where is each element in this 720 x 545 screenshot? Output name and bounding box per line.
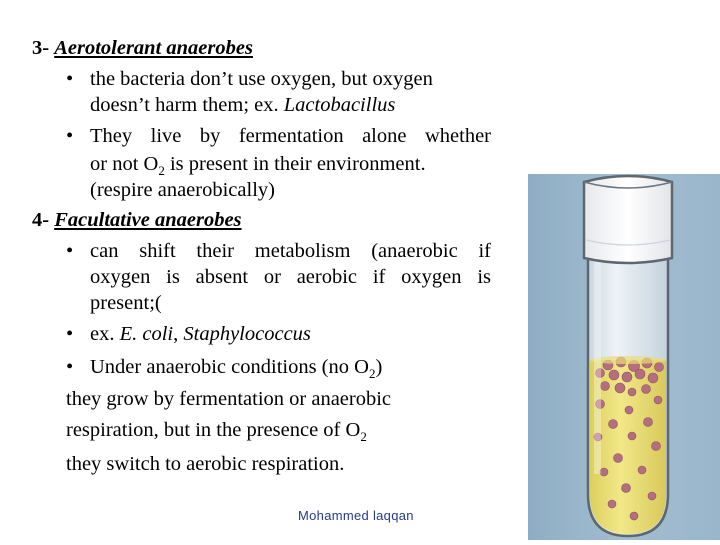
s3-b2-line3: (respire anaerobically): [90, 179, 275, 201]
s3-b2-line2-prefix: or not O: [90, 153, 159, 175]
section-4-number: 4-: [32, 209, 50, 231]
footer-author: Mohammed laqqan: [298, 508, 414, 523]
s4-cont-line3: they switch to aerobic respiration.: [66, 453, 345, 475]
s4-b1-line3: present;(: [90, 292, 162, 314]
s3-b2-subscript: 2: [158, 163, 165, 178]
s4-b2-prefix: ex.: [90, 323, 120, 345]
s3-b2-line1: They live by fermentation alone whether: [90, 125, 491, 147]
s4-b3-subscript: 2: [368, 366, 376, 381]
s4-b1-line2: oxygen is absent or aerobic if oxygen is: [90, 266, 491, 288]
s3-b1-organism: Lactobacillus: [283, 94, 396, 116]
s4-cont-subscript: 2: [360, 429, 367, 444]
s4-b1-line1: can shift their metabolism (anaerobic if: [90, 240, 491, 262]
bullet-icon: •: [66, 68, 74, 90]
section-4-title: Facultative anaerobes: [54, 209, 242, 231]
test-tube-image: [528, 174, 720, 540]
s3-b1-line2: [90, 90, 395, 121]
s4-b2-organism-1: E. coli: [119, 323, 174, 345]
bullet-icon: •: [66, 323, 74, 345]
s3-b2-line2-suffix: is present in their environment.: [164, 153, 426, 175]
section-3-number: 3-: [32, 37, 50, 59]
s4-b3-prefix: Under anaerobic conditions (no O: [90, 356, 369, 378]
s4-b2-separator: ,: [173, 323, 184, 345]
s4-cont-line2-prefix: respiration, but in the presence of O: [66, 419, 361, 441]
section-3-heading: [32, 33, 253, 64]
s4-cont-line1: they grow by fermentation or anaerobic: [66, 388, 392, 410]
bullet-icon: •: [66, 125, 74, 147]
s4-b2-line: [90, 319, 311, 350]
s3-b1-line2-text: doesn’t harm them; ex.: [90, 94, 284, 116]
s4-b3-line: [90, 352, 382, 384]
section-3-title: Aerotolerant anaerobes: [54, 37, 253, 59]
test-tube-icon: [528, 174, 720, 540]
s4-cont-line2: [66, 415, 367, 447]
s3-b1-line1: the bacteria don’t use oxygen, but oxygen: [90, 68, 433, 90]
s4-b3-suffix: ): [375, 356, 383, 378]
bullet-icon: •: [66, 240, 74, 262]
section-4-heading: [32, 205, 242, 236]
bullet-icon: •: [66, 356, 74, 378]
s4-b2-organism-2: Staphylococcus: [183, 323, 311, 345]
